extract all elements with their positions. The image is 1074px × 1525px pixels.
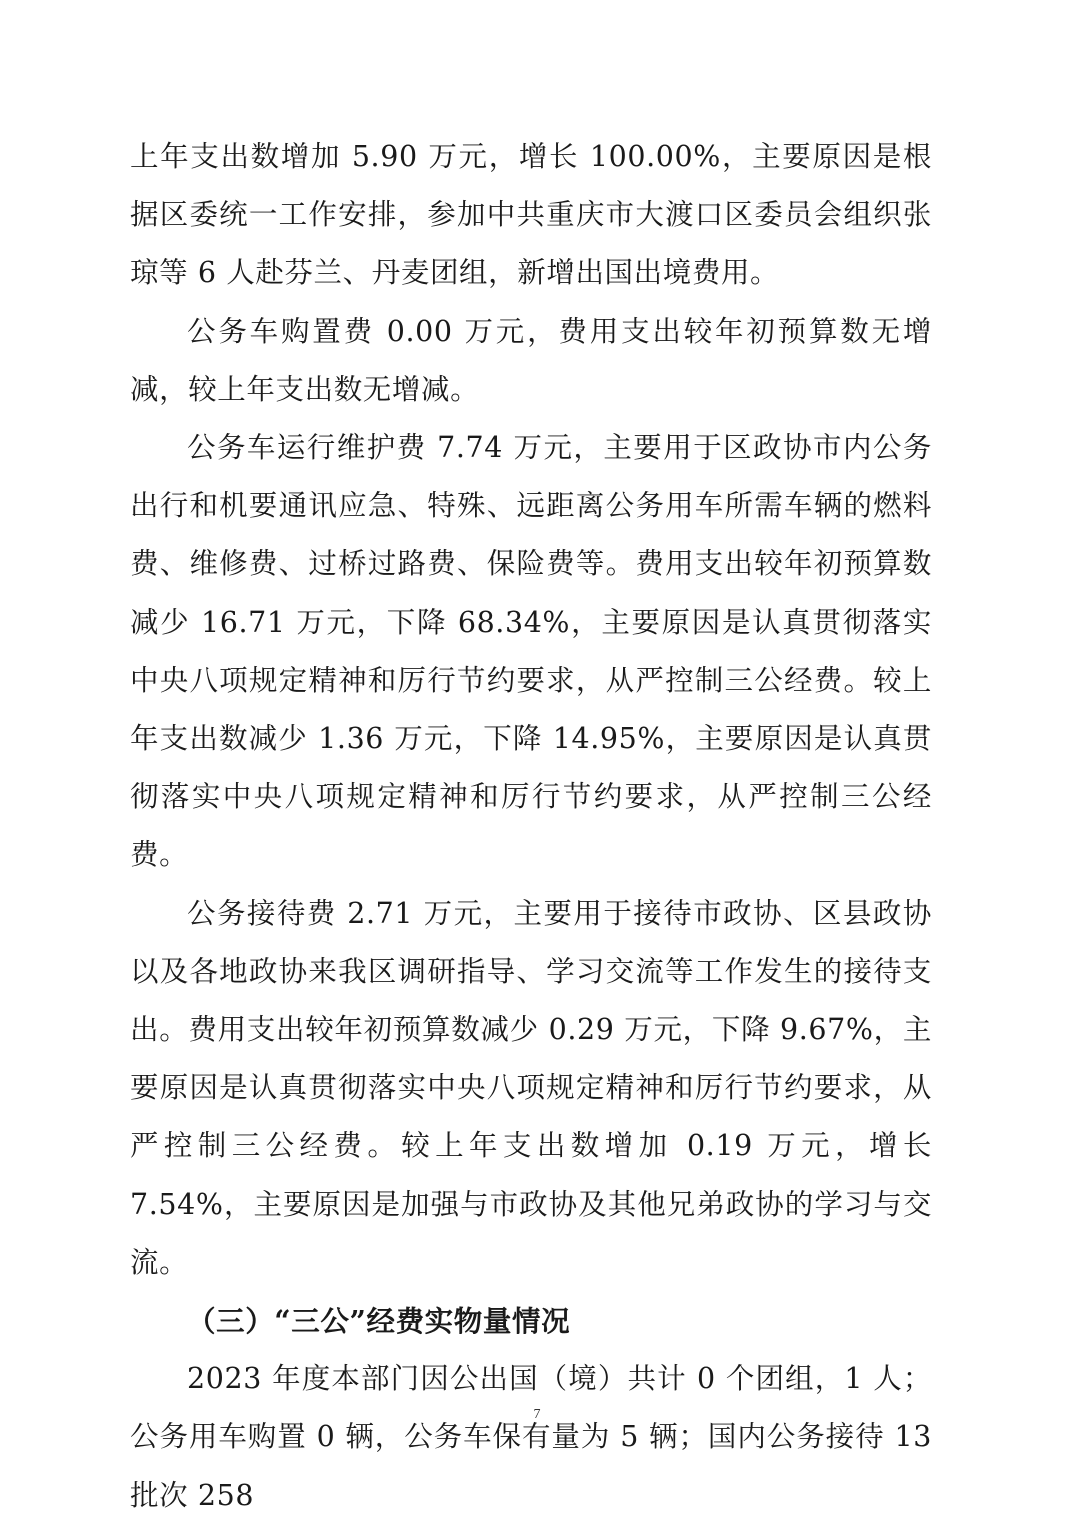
paragraph-physical-quantities: 2023 年度本部门因公出国（境）共计 0 个团组，1 人；公务用车购置 0 辆，公务车保有量为 5 辆；国内公务接待 13 批次 258 [130,1362,932,1512]
paragraph-vehicle-purchase: 公务车购置费 0.00 万元，费用支出较年初预算数无增减，较上年支出数无增减。 [130,314,932,406]
paragraph-outbound-travel-explanation: 上年支出数增加 5.90 万元，增长 100.00%，主要原因是根据区委统一工作安排，参加中共重庆市大渡口区委员会组织张琼等 6 人赴芬兰、丹麦团组，新增出国出境费用。 [130,140,932,290]
paragraph-official-reception: 公务接待费 2.71 万元，主要用于接待市政协、区县政协以及各地政协来我区调研指导、学习交流等工作发生的接待支出。费用支出较年初预算数减少 0.29 万元，下降 9.67%，主要原因是认真贯彻落实中央八项规定精神和厉行节约要求，从严控制三公经费。较上年支出数增加 0.19 万元，增长 7.54%，主要原因是加强与市政协及其他兄弟政协的学习与交流。 [130,896,932,1279]
page-number: 7 [533,1407,541,1422]
document-body [130,128,932,1525]
section-heading: （三）“三公”经费实物量情况 [187,1304,571,1339]
paragraph-vehicle-operation: 公务车运行维护费 7.74 万元，主要用于区政协市内公务出行和机要通讯应急、特殊、远距离公务用车所需车辆的燃料费、维修费、过桥过路费、保险费等。费用支出较年初预算数减少 16.71 万元，下降 68.34%，主要原因是认真贯彻落实中央八项规定精神和厉行节约要求，从严控制三公经费。较上年支出数减少 1.36 万元，下降 14.95%，主要原因是认真贯彻落实中央八项规定精神和厉行节约要求，从严控制三公经费。 [130,431,932,872]
